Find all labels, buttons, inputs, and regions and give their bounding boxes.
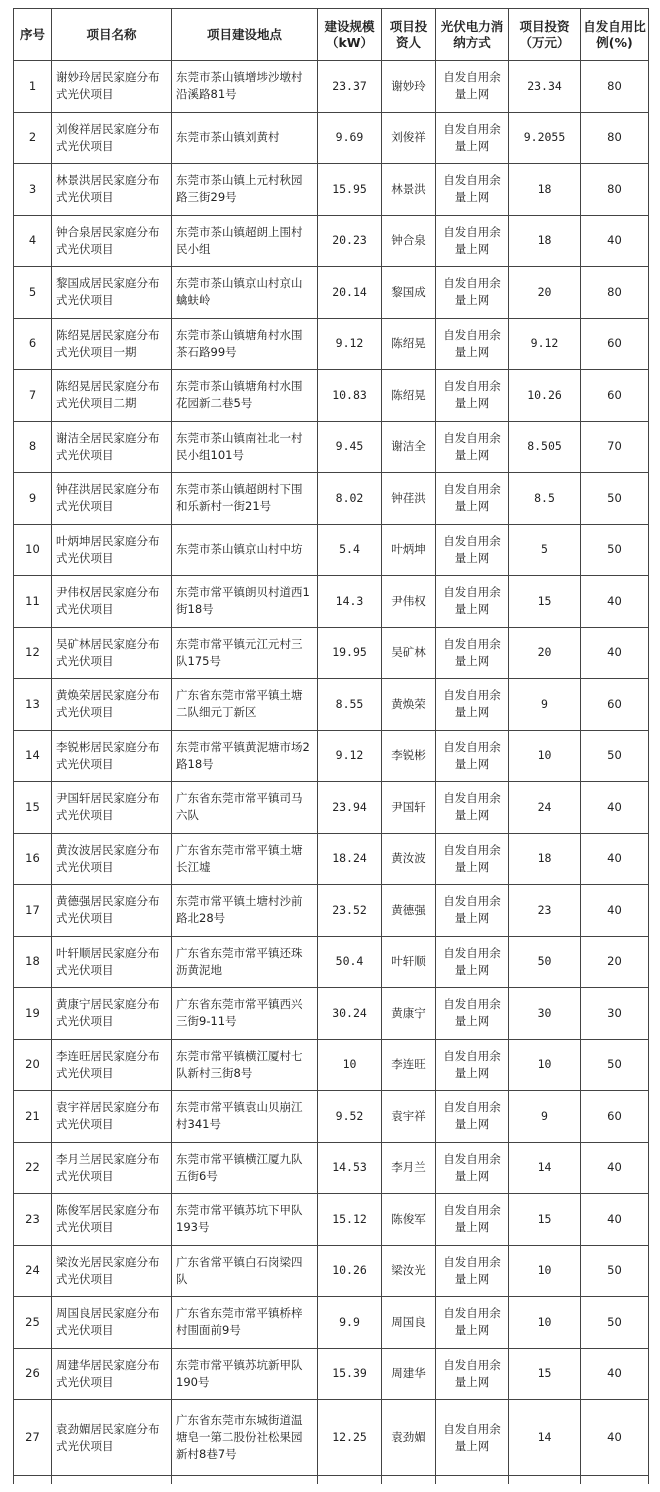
cell-project-name: 钟荏洪居民家庭分布式光伏项目 [52,473,172,525]
cell-self-use-ratio: 40 [581,215,649,267]
cell-consumption-mode: 自发自用余量上网 [436,1245,509,1297]
cell-project-name: 谢洁全居民家庭分布式光伏项目 [52,421,172,473]
cell-investment: 10 [509,730,581,782]
cell-seq: 20 [14,1039,52,1091]
cell-location: 东莞市常平镇元江元村三队175号 [172,627,318,679]
cell-investor: 刘俊祥 [382,112,436,164]
header-ratio: 自发自用比例(%) [581,9,649,61]
table-body [14,61,649,1484]
cell-self-use-ratio: 40 [581,833,649,885]
cell-consumption-mode: 自发自用余量上网 [436,421,509,473]
cell-seq: 25 [14,1297,52,1349]
cell-seq: 9 [14,473,52,525]
cell-seq: 1 [14,61,52,113]
cell-seq: 5 [14,267,52,319]
cell-capacity: 9.52 [318,1091,382,1143]
cell-location: 东莞市常平镇袁山贝崩江村341号 [172,1091,318,1143]
cell-self-use-ratio: 40 [581,1348,649,1400]
empty-cell [318,1476,382,1484]
empty-cell [581,1476,649,1484]
cell-investor: 黄汝波 [382,833,436,885]
header-seq: 序号 [14,9,52,61]
cell-seq: 2 [14,112,52,164]
header-capacity: 建设规模（kW） [318,9,382,61]
cell-location: 广东省东莞市常平镇司马六队 [172,782,318,834]
cell-consumption-mode: 自发自用余量上网 [436,61,509,113]
cell-capacity: 19.95 [318,627,382,679]
cell-investment: 20 [509,627,581,679]
cell-consumption-mode: 自发自用余量上网 [436,1400,509,1476]
cell-investor: 李月兰 [382,1142,436,1194]
cell-seq: 22 [14,1142,52,1194]
cell-location: 东莞市常平镇横江厦村七队新村三街8号 [172,1039,318,1091]
cell-seq: 15 [14,782,52,834]
cell-location: 东莞市常平镇横江厦九队五街6号 [172,1142,318,1194]
cell-investor: 梁汝光 [382,1245,436,1297]
header-location: 项目建设地点 [172,9,318,61]
cell-consumption-mode: 自发自用余量上网 [436,730,509,782]
cell-location: 东莞市茶山镇京山村京山蠄蚨岭 [172,267,318,319]
cell-capacity: 9.12 [318,318,382,370]
cell-investor: 吴矿林 [382,627,436,679]
cell-project-name: 梁汝光居民家庭分布式光伏项目 [52,1245,172,1297]
cell-location: 东莞市常平镇黄泥塘市场2路18号 [172,730,318,782]
cell-investment: 8.5 [509,473,581,525]
table-row [14,370,649,422]
cell-self-use-ratio: 50 [581,524,649,576]
cell-capacity: 9.9 [318,1297,382,1349]
cell-investor: 陈俊军 [382,1194,436,1246]
cell-self-use-ratio: 20 [581,936,649,988]
cell-consumption-mode: 自发自用余量上网 [436,782,509,834]
cell-investor: 钟荏洪 [382,473,436,525]
empty-cell [172,1476,318,1484]
cell-investor: 李锐彬 [382,730,436,782]
cell-self-use-ratio: 80 [581,164,649,216]
table-row [14,1297,649,1349]
table-row [14,524,649,576]
cell-seq: 12 [14,627,52,679]
cell-self-use-ratio: 40 [581,1194,649,1246]
cell-investment: 10 [509,1039,581,1091]
table-row [14,782,649,834]
cell-consumption-mode: 自发自用余量上网 [436,1348,509,1400]
cell-seq: 21 [14,1091,52,1143]
cell-location: 广东省东莞市常平镇土塘长江墟 [172,833,318,885]
cell-capacity: 23.37 [318,61,382,113]
cell-project-name: 林景洪居民家庭分布式光伏项目 [52,164,172,216]
header-name: 项目名称 [52,9,172,61]
cell-investment: 5 [509,524,581,576]
cell-project-name: 袁宇祥居民家庭分布式光伏项目 [52,1091,172,1143]
table-row-cutoff [14,1476,649,1484]
cell-capacity: 10.26 [318,1245,382,1297]
cell-investor: 袁宇祥 [382,1091,436,1143]
cell-location: 东莞市茶山镇超朗上围村民小组 [172,215,318,267]
cell-investor: 谢洁全 [382,421,436,473]
cell-self-use-ratio: 70 [581,421,649,473]
cell-investment: 9 [509,679,581,731]
cell-capacity: 9.45 [318,421,382,473]
cell-location: 广东省东莞市常平镇西兴三街9-11号 [172,988,318,1040]
cell-consumption-mode: 自发自用余量上网 [436,679,509,731]
cell-project-name: 黄汝波居民家庭分布式光伏项目 [52,833,172,885]
table-row [14,1194,649,1246]
cell-consumption-mode: 自发自用余量上网 [436,112,509,164]
cell-location: 广东省东莞市常平镇桥梓村围面前9号 [172,1297,318,1349]
cell-seq: 17 [14,885,52,937]
cell-project-name: 陈绍晃居民家庭分布式光伏项目一期 [52,318,172,370]
cell-capacity: 14.3 [318,576,382,628]
table-row [14,164,649,216]
cell-project-name: 周国良居民家庭分布式光伏项目 [52,1297,172,1349]
cell-capacity: 8.55 [318,679,382,731]
table-row [14,833,649,885]
cell-location: 东莞市常平镇土塘村沙前路北28号 [172,885,318,937]
cell-consumption-mode: 自发自用余量上网 [436,524,509,576]
cell-investor: 叶炳坤 [382,524,436,576]
cell-project-name: 陈俊军居民家庭分布式光伏项目 [52,1194,172,1246]
cell-self-use-ratio: 50 [581,1245,649,1297]
cell-consumption-mode: 自发自用余量上网 [436,1039,509,1091]
cell-self-use-ratio: 40 [581,627,649,679]
cell-investment: 18 [509,164,581,216]
cell-investor: 林景洪 [382,164,436,216]
cell-investment: 9 [509,1091,581,1143]
cell-self-use-ratio: 40 [581,782,649,834]
cell-investor: 周建华 [382,1348,436,1400]
cell-capacity: 9.69 [318,112,382,164]
cell-consumption-mode: 自发自用余量上网 [436,318,509,370]
cell-consumption-mode: 自发自用余量上网 [436,936,509,988]
table-row [14,679,649,731]
cell-consumption-mode: 自发自用余量上网 [436,164,509,216]
cell-location: 广东省东莞市常平镇还珠沥黄泥地 [172,936,318,988]
cell-consumption-mode: 自发自用余量上网 [436,1194,509,1246]
cell-location: 东莞市茶山镇刘黄村 [172,112,318,164]
cell-seq: 24 [14,1245,52,1297]
cell-investor: 黎国成 [382,267,436,319]
cell-investment: 9.12 [509,318,581,370]
table-row [14,1142,649,1194]
table-row [14,1039,649,1091]
cell-consumption-mode: 自发自用余量上网 [436,370,509,422]
cell-location: 广东省东莞市东城街道温塘皂一第二股份社松果园新村8巷7号 [172,1400,318,1476]
cell-self-use-ratio: 60 [581,1091,649,1143]
table-row [14,1091,649,1143]
cell-seq: 27 [14,1400,52,1476]
cell-investment: 15 [509,576,581,628]
cell-consumption-mode: 自发自用余量上网 [436,1297,509,1349]
cell-investment: 15 [509,1194,581,1246]
cell-consumption-mode: 自发自用余量上网 [436,215,509,267]
cell-capacity: 23.52 [318,885,382,937]
cell-consumption-mode: 自发自用余量上网 [436,885,509,937]
cell-location: 东莞市茶山镇上元村秋园路三街29号 [172,164,318,216]
cell-seq: 10 [14,524,52,576]
cell-project-name: 黄康宁居民家庭分布式光伏项目 [52,988,172,1040]
cell-project-name: 尹伟权居民家庭分布式光伏项目 [52,576,172,628]
cell-self-use-ratio: 40 [581,1400,649,1476]
cell-investment: 10 [509,1245,581,1297]
cell-consumption-mode: 自发自用余量上网 [436,1142,509,1194]
cell-location: 广东省东莞市常平镇土塘二队细元丁新区 [172,679,318,731]
cell-project-name: 陈绍晃居民家庭分布式光伏项目二期 [52,370,172,422]
cell-investment: 18 [509,215,581,267]
cell-self-use-ratio: 40 [581,576,649,628]
empty-cell [509,1476,581,1484]
cell-seq: 7 [14,370,52,422]
cell-location: 东莞市常平镇朗贝村道西1街18号 [172,576,318,628]
table-row [14,1348,649,1400]
cell-seq: 19 [14,988,52,1040]
cell-capacity: 9.12 [318,730,382,782]
cell-consumption-mode: 自发自用余量上网 [436,576,509,628]
cell-seq: 26 [14,1348,52,1400]
header-investment: 项目投资（万元） [509,9,581,61]
cell-seq: 3 [14,164,52,216]
cell-project-name: 袁劲媚居民家庭分布式光伏项目 [52,1400,172,1476]
cell-seq: 13 [14,679,52,731]
cell-investment: 23.34 [509,61,581,113]
cell-investor: 黄焕荣 [382,679,436,731]
cell-capacity: 15.95 [318,164,382,216]
cell-seq: 18 [14,936,52,988]
cell-capacity: 15.39 [318,1348,382,1400]
cell-capacity: 20.14 [318,267,382,319]
cell-project-name: 谢妙玲居民家庭分布式光伏项目 [52,61,172,113]
table-row [14,885,649,937]
cell-self-use-ratio: 50 [581,1297,649,1349]
cell-location: 东莞市常平镇苏坑下甲队193号 [172,1194,318,1246]
cell-location: 东莞市茶山镇南社北一村民小组101号 [172,421,318,473]
cell-seq: 8 [14,421,52,473]
cell-seq: 16 [14,833,52,885]
table-row [14,421,649,473]
cell-investor: 尹国轩 [382,782,436,834]
cell-project-name: 吴矿林居民家庭分布式光伏项目 [52,627,172,679]
cell-capacity: 23.94 [318,782,382,834]
cell-self-use-ratio: 40 [581,885,649,937]
table-row [14,318,649,370]
cell-seq: 6 [14,318,52,370]
header-investor: 项目投资人 [382,9,436,61]
cell-investor: 尹伟权 [382,576,436,628]
cell-investment: 24 [509,782,581,834]
cell-investment: 18 [509,833,581,885]
cell-project-name: 叶轩顺居民家庭分布式光伏项目 [52,936,172,988]
cell-investor: 袁劲媚 [382,1400,436,1476]
cell-project-name: 尹国轩居民家庭分布式光伏项目 [52,782,172,834]
cell-seq: 14 [14,730,52,782]
cell-self-use-ratio: 40 [581,1142,649,1194]
table-row [14,627,649,679]
cell-self-use-ratio: 50 [581,730,649,782]
cell-capacity: 10.83 [318,370,382,422]
cell-investor: 陈绍晃 [382,318,436,370]
cell-consumption-mode: 自发自用余量上网 [436,833,509,885]
table-row [14,1400,649,1476]
cell-investor: 陈绍晃 [382,370,436,422]
empty-cell [14,1476,52,1484]
cell-project-name: 黎国成居民家庭分布式光伏项目 [52,267,172,319]
cell-capacity: 15.12 [318,1194,382,1246]
project-table [13,8,649,1484]
empty-cell [382,1476,436,1484]
cell-investor: 叶轩顺 [382,936,436,988]
cell-self-use-ratio: 50 [581,473,649,525]
cell-project-name: 刘俊祥居民家庭分布式光伏项目 [52,112,172,164]
cell-project-name: 叶炳坤居民家庭分布式光伏项目 [52,524,172,576]
cell-consumption-mode: 自发自用余量上网 [436,988,509,1040]
cell-consumption-mode: 自发自用余量上网 [436,473,509,525]
header-row [14,9,649,61]
cell-investor: 李连旺 [382,1039,436,1091]
table-row [14,112,649,164]
cell-project-name: 黄焕荣居民家庭分布式光伏项目 [52,679,172,731]
cell-consumption-mode: 自发自用余量上网 [436,1091,509,1143]
table-row [14,576,649,628]
cell-investment: 50 [509,936,581,988]
cell-consumption-mode: 自发自用余量上网 [436,627,509,679]
empty-cell [436,1476,509,1484]
table-row [14,936,649,988]
cell-investment: 23 [509,885,581,937]
cell-capacity: 50.4 [318,936,382,988]
cell-seq: 4 [14,215,52,267]
cell-investment: 8.505 [509,421,581,473]
cell-self-use-ratio: 60 [581,370,649,422]
cell-location: 广东省常平镇白石岗梁四队 [172,1245,318,1297]
cell-project-name: 黄德强居民家庭分布式光伏项目 [52,885,172,937]
cell-capacity: 8.02 [318,473,382,525]
cell-project-name: 李连旺居民家庭分布式光伏项目 [52,1039,172,1091]
table-row [14,267,649,319]
cell-investor: 谢妙玲 [382,61,436,113]
cell-self-use-ratio: 80 [581,267,649,319]
table-row [14,61,649,113]
cell-self-use-ratio: 80 [581,112,649,164]
cell-location: 东莞市茶山镇超朗村下围和乐新村一街21号 [172,473,318,525]
cell-project-name: 钟合泉居民家庭分布式光伏项目 [52,215,172,267]
cell-self-use-ratio: 80 [581,61,649,113]
cell-investment: 20 [509,267,581,319]
cell-seq: 11 [14,576,52,628]
cell-investment: 30 [509,988,581,1040]
cell-self-use-ratio: 60 [581,679,649,731]
cell-investment: 10 [509,1297,581,1349]
header-mode: 光伏电力消纳方式 [436,9,509,61]
table-row [14,473,649,525]
cell-investment: 10.26 [509,370,581,422]
cell-location: 东莞市常平镇苏坑新甲队190号 [172,1348,318,1400]
cell-location: 东莞市茶山镇京山村中坊 [172,524,318,576]
cell-location: 东莞市茶山镇增埗沙墩村沿溪路81号 [172,61,318,113]
cell-investment: 14 [509,1400,581,1476]
cell-project-name: 李锐彬居民家庭分布式光伏项目 [52,730,172,782]
cell-self-use-ratio: 30 [581,988,649,1040]
cell-investor: 周国良 [382,1297,436,1349]
cell-capacity: 18.24 [318,833,382,885]
cell-capacity: 10 [318,1039,382,1091]
cell-self-use-ratio: 50 [581,1039,649,1091]
cell-investment: 15 [509,1348,581,1400]
table-header [14,9,649,61]
cell-investment: 9.2055 [509,112,581,164]
cell-self-use-ratio: 60 [581,318,649,370]
cell-capacity: 5.4 [318,524,382,576]
cell-capacity: 12.25 [318,1400,382,1476]
cell-seq: 23 [14,1194,52,1246]
cell-investment: 14 [509,1142,581,1194]
empty-cell [52,1476,172,1484]
cell-capacity: 14.53 [318,1142,382,1194]
table-row [14,215,649,267]
cell-investor: 钟合泉 [382,215,436,267]
cell-consumption-mode: 自发自用余量上网 [436,267,509,319]
cell-investor: 黄德强 [382,885,436,937]
table-row [14,730,649,782]
table-row [14,1245,649,1297]
cell-project-name: 周建华居民家庭分布式光伏项目 [52,1348,172,1400]
table-row [14,988,649,1040]
cell-location: 东莞市茶山镇塘角村水围花园新二巷5号 [172,370,318,422]
cell-location: 东莞市茶山镇塘角村水围茶石路99号 [172,318,318,370]
cell-capacity: 30.24 [318,988,382,1040]
cell-capacity: 20.23 [318,215,382,267]
cell-project-name: 李月兰居民家庭分布式光伏项目 [52,1142,172,1194]
cell-investor: 黄康宁 [382,988,436,1040]
